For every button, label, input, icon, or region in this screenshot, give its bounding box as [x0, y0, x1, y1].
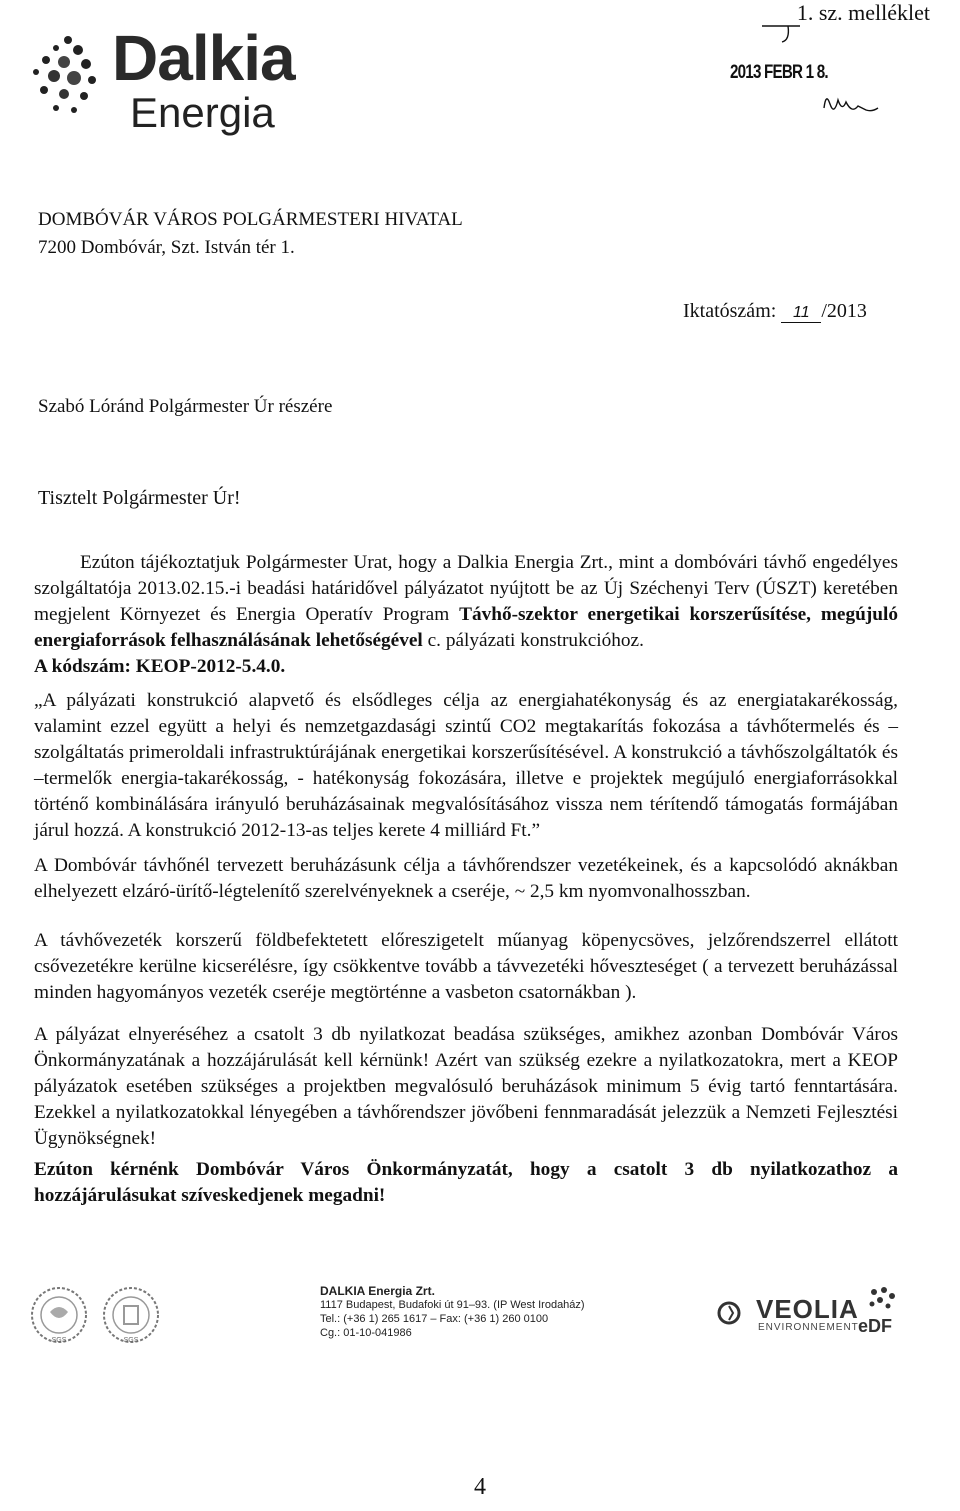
veolia-subtitle: ENVIRONNEMENT	[758, 1322, 859, 1333]
dalkia-logo-mark	[28, 34, 98, 114]
project-goal-text: A Dombóvár távhőnél tervezett beruházásunk célja a távhőrendszer vezetékeinek, és a kapcsolódó aknákban elhelyezett elzáró-ürítő-légtelenítő szerelvényeknek a cseréje, ~ 2,5 km nyomvonalhosszban.	[34, 855, 898, 902]
paragraph-intro	[34, 550, 898, 680]
edf-name: eDF	[858, 1316, 893, 1336]
paragraph-pipeline	[34, 928, 898, 1006]
company-registration: Cg.: 01-10-041986	[320, 1327, 412, 1339]
handwritten-initials	[822, 86, 882, 122]
sgs-certification-seal	[100, 1284, 162, 1346]
quote-text: „A pályázati konstrukció alapvető és elsődleges célja az energiahatékonyság és az energiatakarékosság, valamint ezzel együtt a helyi és nemzetgazdasági szintű CO2 megtakarítás fokozása a távhőtermelés és – szolgáltatás primeroldali infrastruktúrájának energetikai korszerűsítésével. A konstrukció a távhőszolgáltatók és –termelők energia-takarékosság, - hatékonyság fokozására, illetve e projektek megújuló energiaforrásokkal történő kombinálására irányuló beruházásainak megvalósításához vissza nem térítendő támogatás formájában járul hozzá. A konstrukció 2012-13-as teljes kerete 4 milliárd Ft.”	[34, 690, 898, 841]
sgs-certification-seal	[28, 1284, 90, 1346]
handwritten-mark	[760, 22, 814, 44]
company-address: 1117 Budapest, Budafoki út 91–93. (IP West Irodaház)	[320, 1299, 585, 1311]
program-title: Távhő-szektor energetikai korszerűsítése, megújuló energiaforrások felhasználásának lehetőségével	[34, 604, 898, 651]
paragraph-project-goal	[34, 853, 898, 905]
reference-label: Iktatószám:	[683, 300, 777, 322]
paragraph-quote	[34, 688, 898, 844]
reference-year: /2013	[821, 300, 867, 322]
company-phone: Tel.: (+36 1) 265 1617 – Fax: (+36 1) 260 0100	[320, 1313, 549, 1325]
dalkia-logo-name: Dalkia	[112, 22, 295, 94]
veolia-logo	[722, 1296, 859, 1333]
program-code: A kódszám: KEOP-2012-5.4.0.	[34, 656, 286, 677]
paragraph-request	[34, 1157, 898, 1209]
svg-text:SGS: SGS	[123, 1337, 139, 1344]
company-details	[320, 1284, 585, 1340]
intro-text-end: c. pályázati konstrukcióhoz.	[422, 630, 644, 651]
reference-handwritten-number: 11	[781, 304, 821, 323]
address-line-2: 7200 Dombóvár, Szt. István tér 1.	[38, 237, 295, 258]
address-block	[38, 206, 463, 262]
recipient-line: Szabó Lóránd Polgármester Úr részére	[38, 396, 333, 417]
svg-text:SGS: SGS	[51, 1337, 67, 1344]
declarations-text: A pályázat elnyeréséhez a csatolt 3 db nyilatkozat beadása szükséges, amikhez azonban Dombóvár Város Önkormányzatának a hozzájárulását kell kérnünk! Azért van szükség ezekre a nyilatkozatokra, mert a KEOP pályázatok esetében szükséges a projektben megvalósuló beruházások minimum 5 évig tartó fenntartására. Ezekkel a nyilatkozatokkal lényegében a távhőrendszer jövőbeni fennmaradását jelezzük a Nemzeti Fejlesztési Ügynökségnek!	[34, 1024, 898, 1149]
request-text: Ezúton kérnénk Dombóvár Város Önkormányzatát, hogy a csatolt 3 db nyilatkozathoz a hozzájárulásukat szíveskedjenek megadni!	[34, 1159, 898, 1206]
received-stamp-date: 2013 FEBR 1 8.	[730, 62, 828, 83]
pipeline-text: A távhővezeték korszerű földbefektetett előreszigetelt műanyag köpenycsöves, jelzőrendszerrel ellátott csővezetékre kerülne kicserélésre, így csökkentve tovább a távvezetéki hőveszteséget ( a tervezett beruházással minden hagyományos vezeték cseréje megtörténne a vasbeton csatornákban ).	[34, 930, 898, 1003]
company-name: DALKIA Energia Zrt.	[320, 1284, 435, 1298]
reference-number	[683, 300, 867, 323]
intro-text: Ezúton tájékoztatjuk Polgármester Urat, hogy a Dalkia Energia Zrt., mint a dombóvári távhő engedélyes szolgáltatója 2013.02.15.-i beadási határidővel pályázatot nyújtott be az Új Széchenyi Terv (ÚSZT) keretében megjelent Környezet és Energia Operatív Program	[34, 552, 898, 625]
annex-label: 1. sz. melléklet	[796, 0, 930, 25]
address-line-1: DOMBÓVÁR VÁROS POLGÁRMESTERI HIVATAL	[38, 209, 463, 230]
veolia-name: VEOLIA	[756, 1294, 859, 1324]
page-number: 4	[474, 1474, 486, 1500]
dalkia-logo-subtitle: Energia	[130, 89, 275, 136]
salutation: Tisztelt Polgármester Úr!	[38, 487, 241, 509]
paragraph-declarations	[34, 1022, 898, 1152]
